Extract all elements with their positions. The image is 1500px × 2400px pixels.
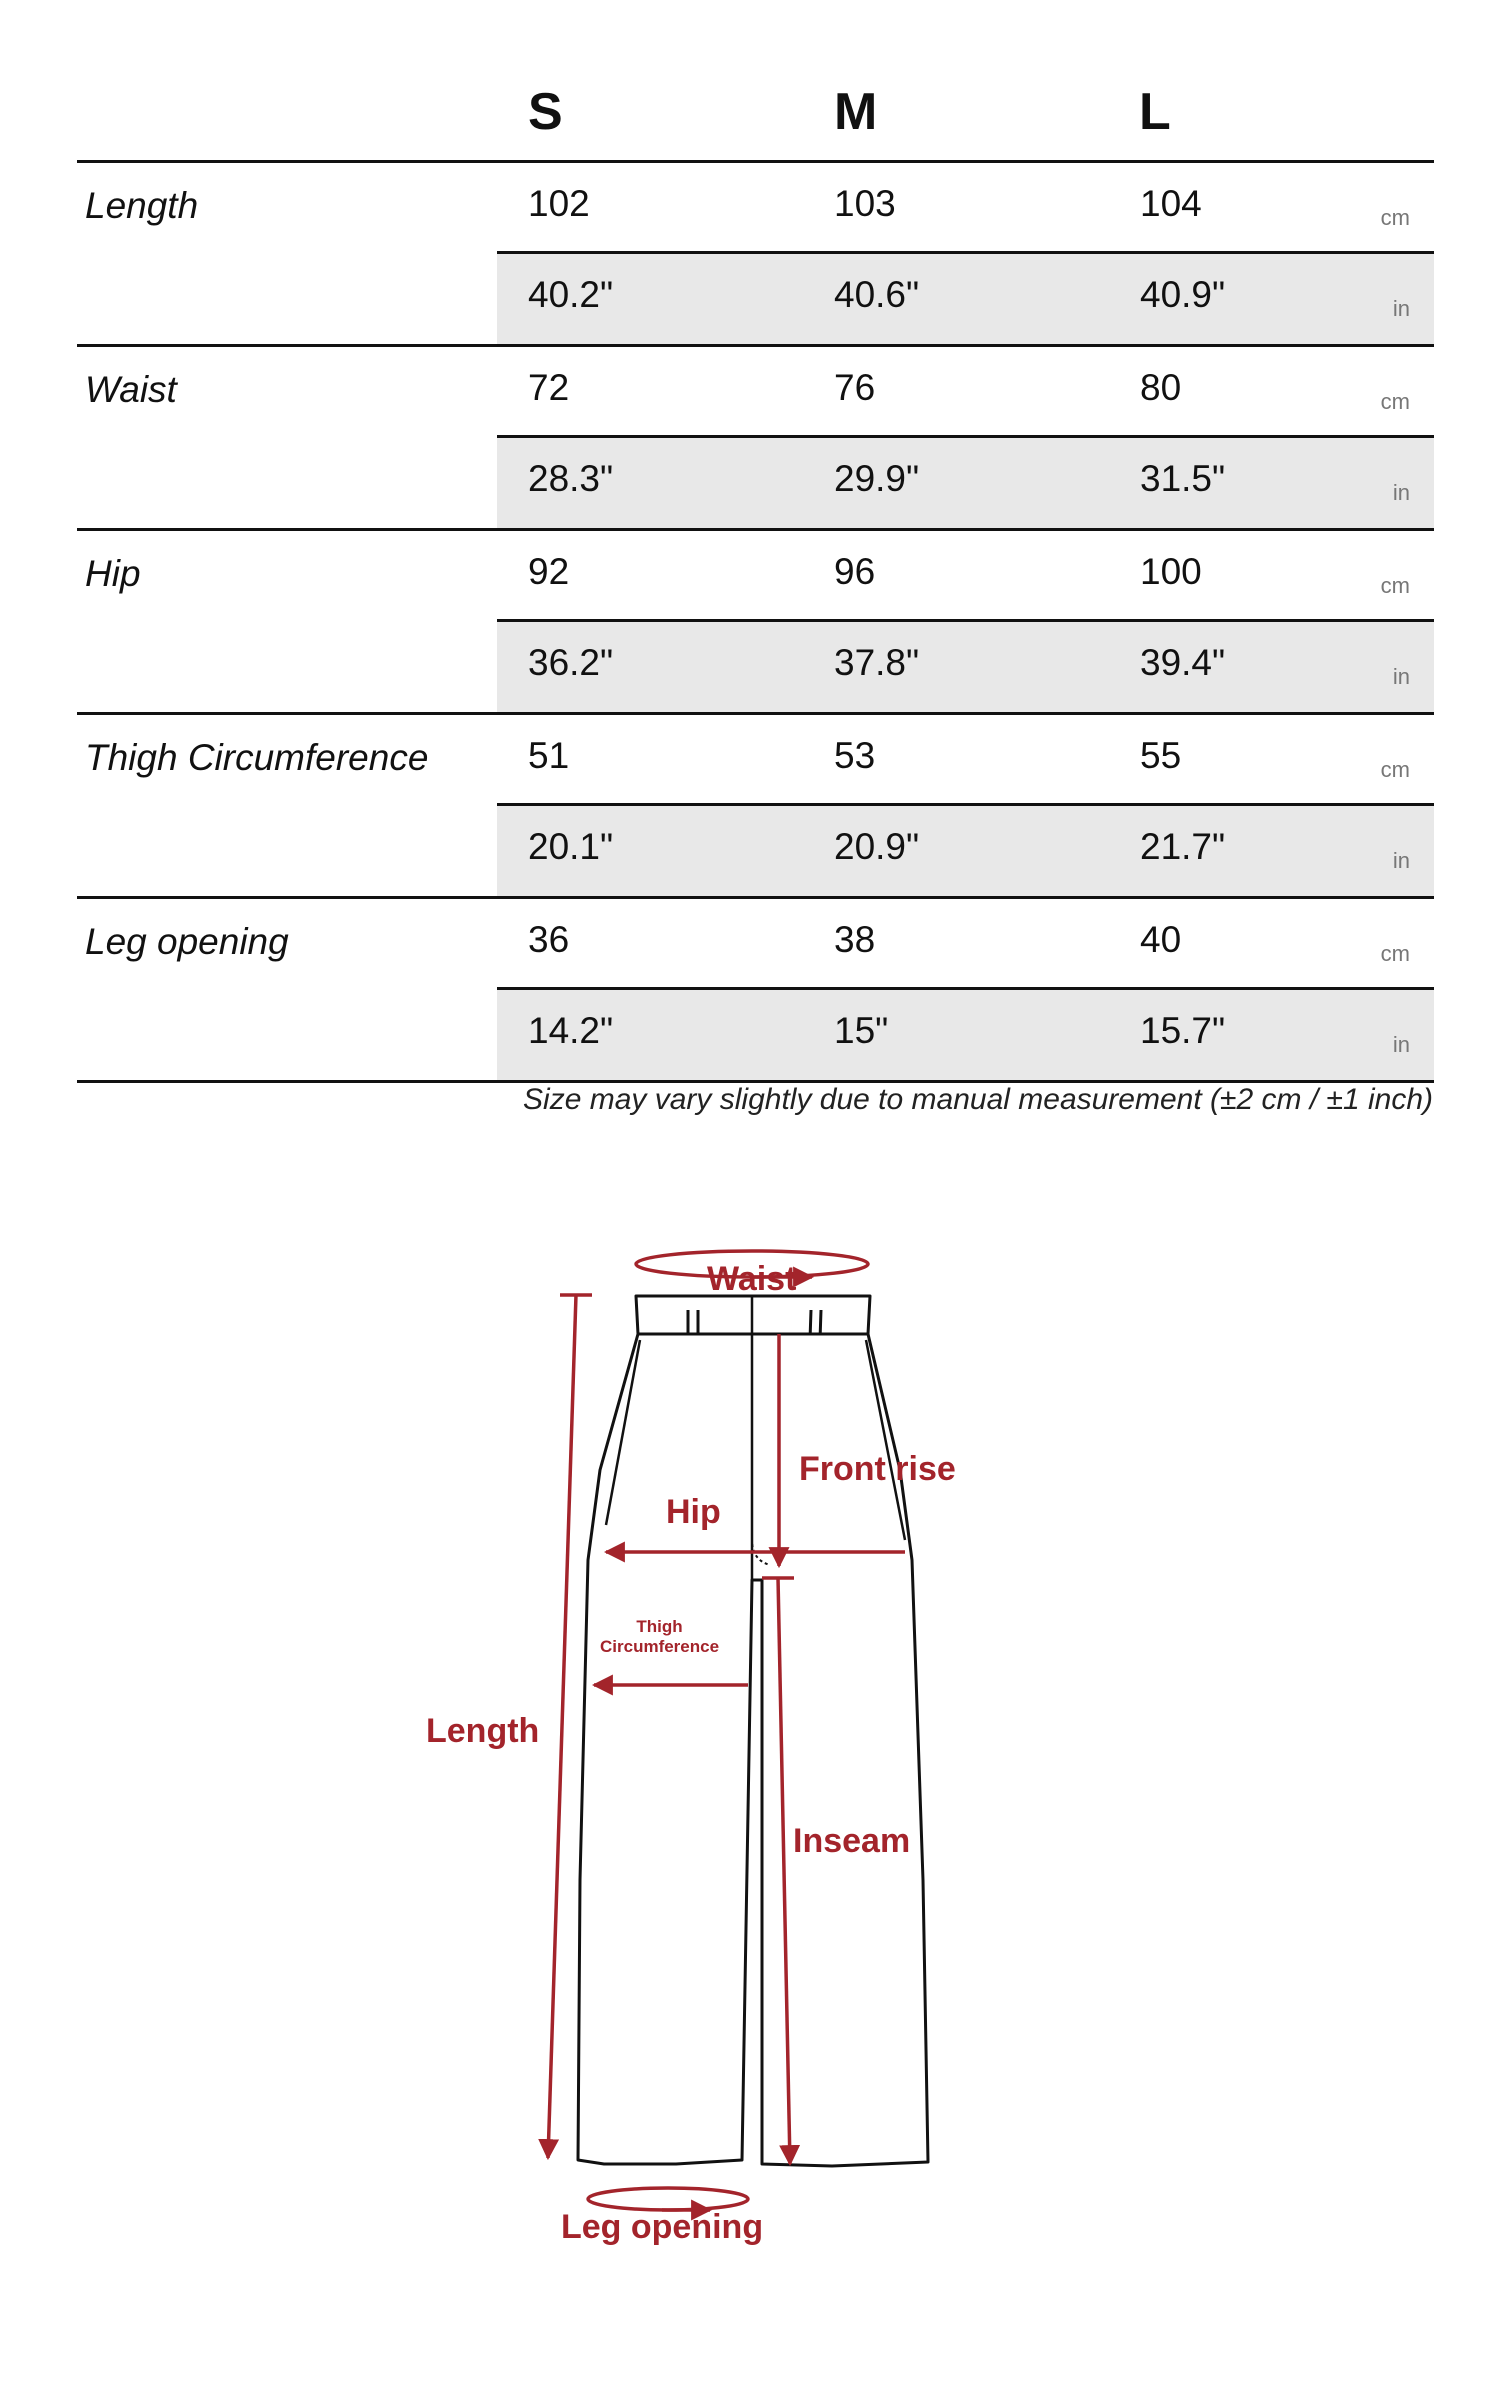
size-table: [77, 60, 1434, 1083]
pants-illustration: [0, 1240, 1500, 2280]
measure-group-hip: [77, 531, 1434, 715]
diagram-label-thigh-line1: Thigh: [636, 1617, 683, 1636]
cm-row: [497, 347, 1434, 438]
cm-row: [497, 163, 1434, 254]
value-cell: 20.1": [528, 826, 614, 867]
value-cell: 103: [834, 183, 896, 224]
cm-row: [497, 899, 1434, 990]
measurement-note: Size may vary slightly due to manual measurement (±2 cm / ±1 inch): [523, 1083, 1433, 1116]
size-header-m: M: [834, 83, 878, 141]
in-row: [497, 622, 1434, 712]
value-cell: 80: [1140, 367, 1182, 408]
in-row: [497, 438, 1434, 528]
value-cell: 104: [1140, 183, 1202, 224]
size-header-l: L: [1139, 83, 1171, 141]
unit-label-cm: cm: [1380, 573, 1410, 598]
value-cell: 38: [834, 919, 876, 960]
measure-group-waist: [77, 347, 1434, 531]
measure-name: Leg opening: [85, 921, 289, 962]
value-cell: 36: [528, 919, 570, 960]
value-cell: 15": [834, 1010, 889, 1051]
leg-opening-ellipse: [588, 2188, 748, 2210]
value-cell: 51: [528, 735, 570, 776]
value-cell: 20.9": [834, 826, 920, 867]
diagram-label-thigh-line2: Circumference: [600, 1637, 720, 1656]
value-cell: 29.9": [834, 458, 920, 499]
value-cell: 15.7": [1140, 1010, 1226, 1051]
unit-label-in: in: [1392, 664, 1410, 689]
value-cell: 96: [834, 551, 876, 592]
value-cell: 72: [528, 367, 570, 408]
unit-label-cm: cm: [1380, 205, 1410, 230]
diagram-label-length: Length: [426, 1712, 540, 1750]
value-cell: 40: [1140, 919, 1182, 960]
value-cell: 14.2": [528, 1010, 614, 1051]
unit-label-cm: cm: [1380, 757, 1410, 782]
value-cell: 37.8": [834, 642, 920, 683]
unit-label-cm: cm: [1380, 389, 1410, 414]
in-row: [497, 990, 1434, 1080]
length-arrow: [548, 1295, 576, 2158]
diagram-label-thigh: [600, 1617, 719, 1657]
unit-label-in: in: [1392, 480, 1410, 505]
pants-diagram: [0, 1240, 1500, 2280]
value-cell: 39.4": [1140, 642, 1226, 683]
measure-name: Thigh Circumference: [85, 737, 429, 778]
value-cell: 40.6": [834, 274, 920, 315]
value-cell: 21.7": [1140, 826, 1226, 867]
cm-row: [497, 531, 1434, 622]
unit-label-cm: cm: [1380, 941, 1410, 966]
diagram-label-hip: Hip: [666, 1493, 721, 1531]
value-cell: 100: [1140, 551, 1202, 592]
in-row: [497, 254, 1434, 344]
value-cell: 28.3": [528, 458, 614, 499]
cm-row: [497, 715, 1434, 806]
diagram-label-leg-opening: Leg opening: [561, 2208, 764, 2246]
measure-group-length: [77, 163, 1434, 347]
unit-label-in: in: [1392, 848, 1410, 873]
diagram-label-inseam: Inseam: [793, 1822, 911, 1860]
diagram-label-waist: Waist: [707, 1260, 797, 1298]
value-cell: 36.2": [528, 642, 614, 683]
value-cell: 76: [834, 367, 876, 408]
value-cell: 31.5": [1140, 458, 1226, 499]
size-header-s: S: [528, 83, 563, 141]
unit-label-in: in: [1392, 296, 1410, 321]
in-row: [497, 806, 1434, 896]
measure-name: Waist: [85, 369, 177, 410]
value-cell: 92: [528, 551, 570, 592]
value-cell: 55: [1140, 735, 1182, 776]
measure-group-leg-opening: [77, 899, 1434, 1083]
value-cell: 40.2": [528, 274, 614, 315]
value-cell: 40.9": [1140, 274, 1226, 315]
measure-name: Length: [85, 185, 199, 226]
value-cell: 102: [528, 183, 590, 224]
unit-label-in: in: [1392, 1032, 1410, 1057]
diagram-label-front-rise: Front rise: [799, 1450, 956, 1488]
measure-name: Hip: [85, 553, 141, 594]
pants-outline: [578, 1296, 928, 2166]
measure-group-thigh: [77, 715, 1434, 899]
value-cell: 53: [834, 735, 876, 776]
size-header-row: [77, 60, 1434, 163]
